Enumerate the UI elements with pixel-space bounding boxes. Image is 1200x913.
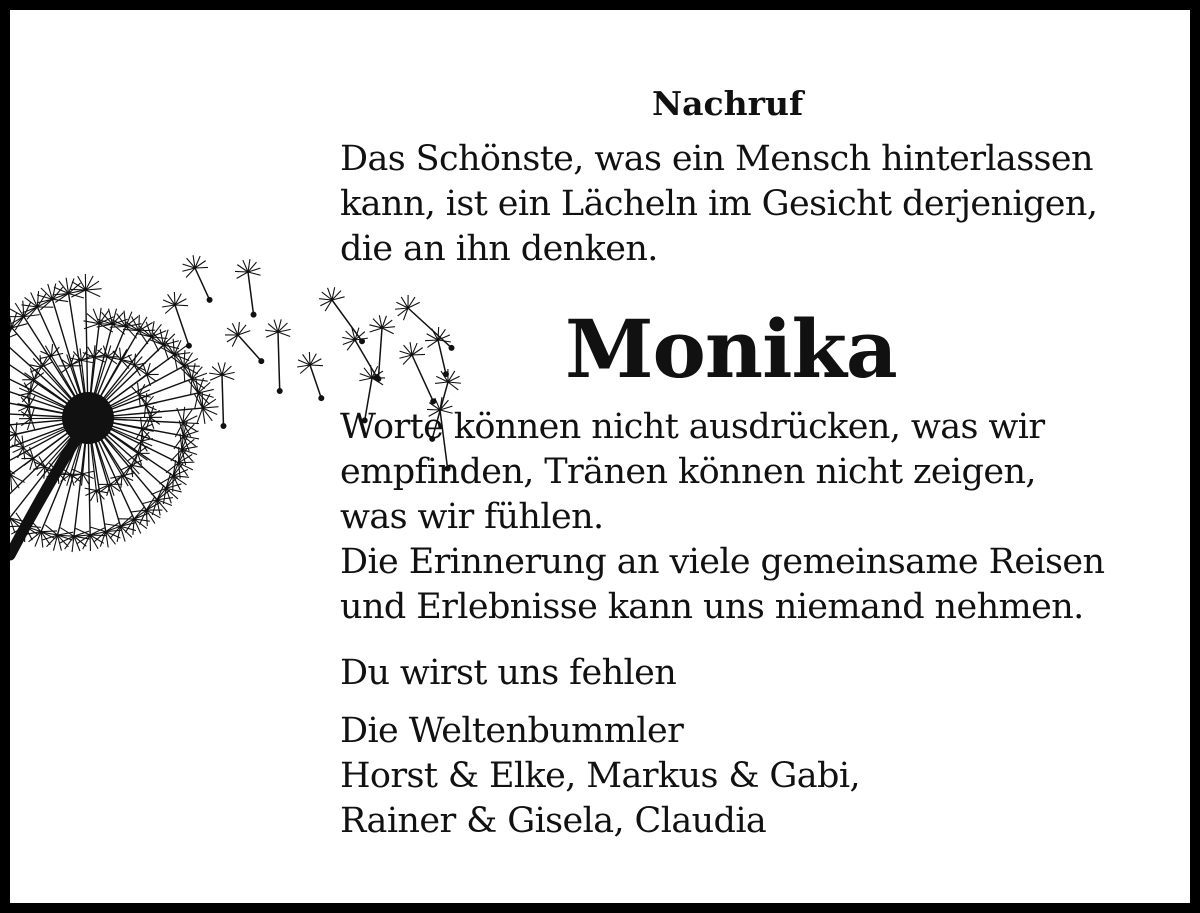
quote-line: die an ihn denken.	[340, 229, 658, 269]
body-line: empfinden, Tränen können nicht zeigen,	[340, 452, 1036, 492]
quote-line: Das Schönste, was ein Mensch hinterlassen	[340, 139, 1093, 179]
body-text	[340, 405, 1104, 630]
body-line: Worte können nicht ausdrücken, was wir	[340, 407, 1045, 447]
heading: Nachruf	[652, 84, 804, 123]
body-line: und Erlebnisse kann uns niemand nehmen.	[340, 587, 1084, 627]
body-line: was wir fühlen.	[340, 497, 604, 537]
body-line: Die Erinnerung an viele gemeinsame Reisen	[340, 542, 1105, 582]
signature-line: Die Weltenbummler	[340, 711, 684, 751]
deceased-name: Monika	[565, 302, 897, 396]
quote-line: kann, ist ein Lächeln im Gesicht derjenigen,	[340, 184, 1098, 224]
closing-line: Du wirst uns fehlen	[340, 653, 677, 693]
signature-line: Rainer & Gisela, Claudia	[340, 801, 767, 841]
signature-line: Horst & Elke, Markus & Gabi,	[340, 756, 860, 796]
signature	[340, 709, 860, 844]
quote	[340, 137, 1097, 272]
